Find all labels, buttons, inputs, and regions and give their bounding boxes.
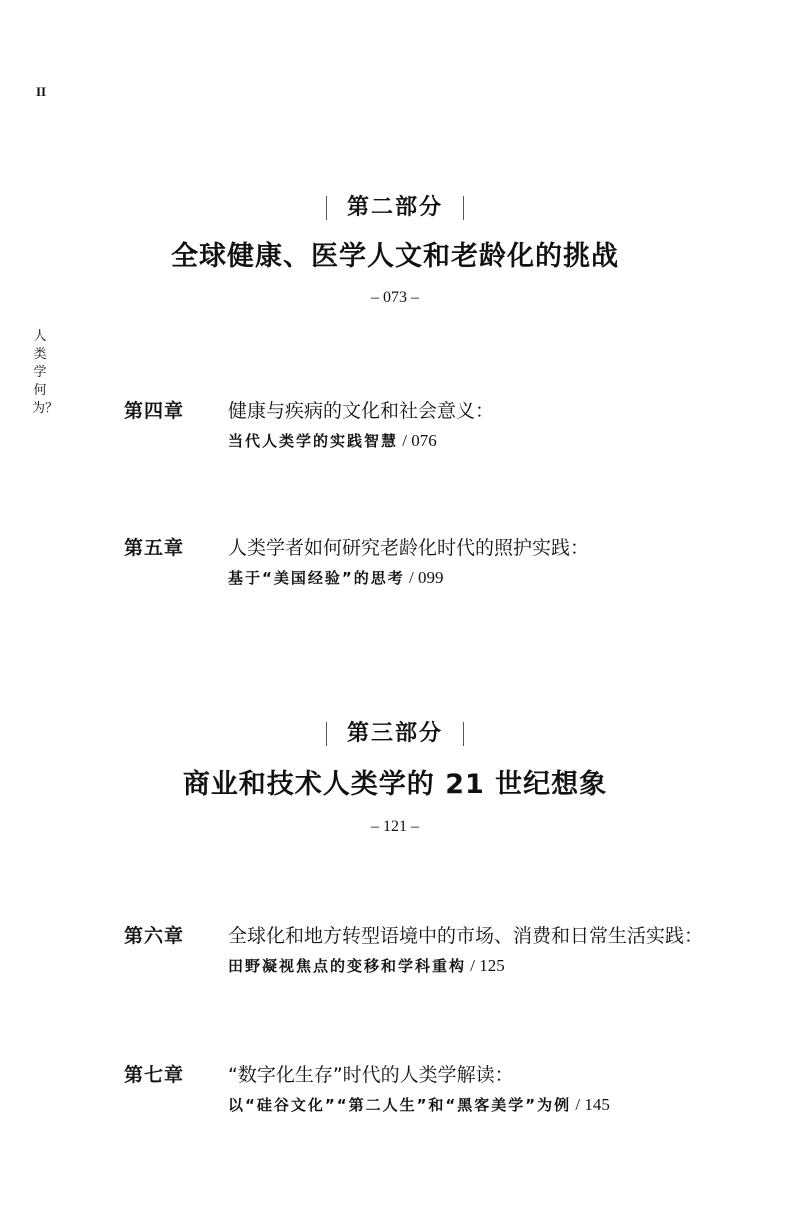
chapter-six-title: 全球化和地方转型语境中的市场、消费和日常生活实践： bbox=[228, 925, 704, 947]
divider-right bbox=[463, 722, 464, 746]
chapter-four-label: 第四章 bbox=[124, 400, 185, 422]
chapter-five-page: / 099 bbox=[404, 568, 444, 587]
chapter-five-title: 人类学者如何研究老龄化时代的照护实践： bbox=[228, 537, 590, 559]
part-two-label-text: 第二部分 bbox=[346, 195, 443, 220]
chapter-five-subtitle: 基于“美国经验”的思考 bbox=[228, 569, 405, 587]
chapter-seven-page: / 145 bbox=[571, 1095, 610, 1114]
part-two-title: 全球健康、医学人文和老龄化的挑战 bbox=[171, 241, 619, 272]
page-number: II bbox=[36, 84, 47, 99]
chapter-six-subtitle: 田野凝视焦点的变移和学科重构 bbox=[228, 957, 467, 975]
running-head: 人类学何为？ bbox=[32, 329, 59, 416]
chapter-seven-title: “数字化生存”时代的人类学解读： bbox=[228, 1064, 514, 1086]
divider-left bbox=[326, 196, 327, 220]
part-three-label-text: 第三部分 bbox=[346, 721, 443, 746]
chapter-six-label: 第六章 bbox=[124, 925, 185, 947]
chapter-five-label: 第五章 bbox=[124, 537, 185, 559]
chapter-six-page: / 125 bbox=[466, 956, 505, 975]
chapter-four-subtitle: 当代人类学的实践智慧 bbox=[228, 432, 399, 450]
part-three-title: 商业和技术人类学的 21 世纪想象 bbox=[182, 769, 608, 800]
chapter-five-subtitle-line bbox=[228, 567, 443, 588]
part-three-label bbox=[0, 716, 790, 747]
chapter-four-subtitle-line bbox=[228, 430, 437, 451]
chapter-seven-subtitle-line bbox=[228, 1094, 610, 1115]
chapter-seven-subtitle: 以“硅谷文化”“第二人生”和“黑客美学”为例 bbox=[228, 1096, 572, 1114]
chapter-seven-label: 第七章 bbox=[124, 1064, 185, 1086]
divider-right bbox=[463, 196, 464, 220]
part-two-page: – 073 – bbox=[371, 289, 419, 306]
chapter-four-page: / 076 bbox=[398, 431, 437, 450]
chapter-four-title: 健康与疾病的文化和社会意义： bbox=[228, 400, 495, 422]
part-three-page: – 121 – bbox=[371, 818, 419, 835]
divider-left bbox=[326, 722, 327, 746]
part-two-label bbox=[0, 190, 790, 221]
chapter-six-subtitle-line bbox=[228, 955, 505, 976]
